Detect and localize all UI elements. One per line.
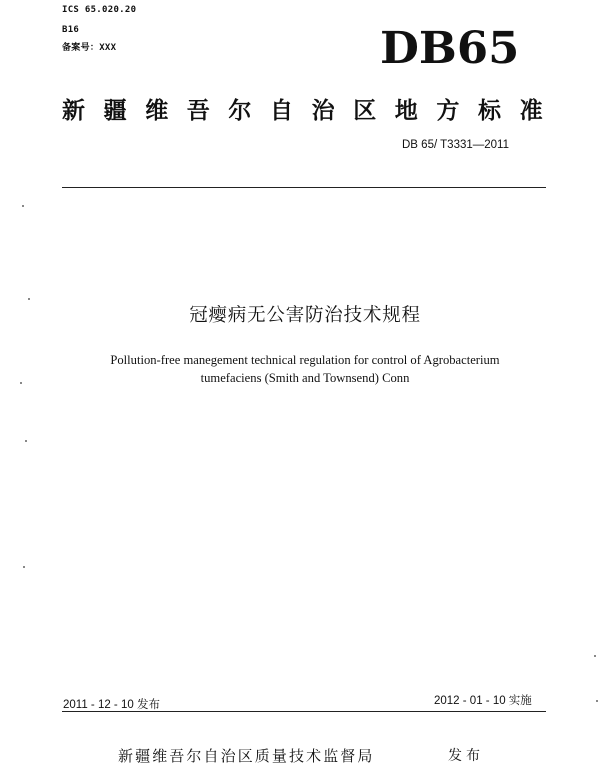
db65-logo: DB65	[380, 23, 520, 74]
effective-date: 2012 - 01 - 10 实施	[434, 695, 532, 707]
publish-date: 2011 - 12 - 10 发布	[63, 699, 160, 711]
top-divider	[62, 187, 546, 188]
scan-speck	[23, 566, 25, 568]
english-title-line-2: tumefaciens (Smith and Townsend) Conn	[200, 371, 410, 385]
classification-code: B16	[62, 25, 80, 35]
english-title-line-1: Pollution-free manegement technical regulation for control of Agrobacterium	[110, 353, 500, 367]
standard-type-heading: 新疆维吾尔自治区地方标准	[62, 98, 562, 124]
scan-speck	[28, 298, 30, 300]
document-title-english	[60, 351, 550, 387]
bottom-divider	[62, 711, 546, 712]
scan-speck	[22, 205, 24, 207]
scan-speck	[25, 440, 27, 442]
scan-speck	[20, 382, 22, 384]
scan-speck	[596, 700, 598, 702]
scan-speck	[594, 655, 596, 657]
issuing-authority: 新疆维吾尔自治区质量技术监督局	[118, 747, 375, 765]
document-title-chinese: 冠瘿病无公害防治技术规程	[189, 305, 421, 326]
filing-number: 备案号：XXX	[62, 43, 117, 53]
issue-label: 发布	[448, 748, 484, 764]
standard-code: DB 65/ T3331—2011	[402, 139, 509, 151]
ics-code: ICS 65.020.20	[62, 5, 137, 15]
